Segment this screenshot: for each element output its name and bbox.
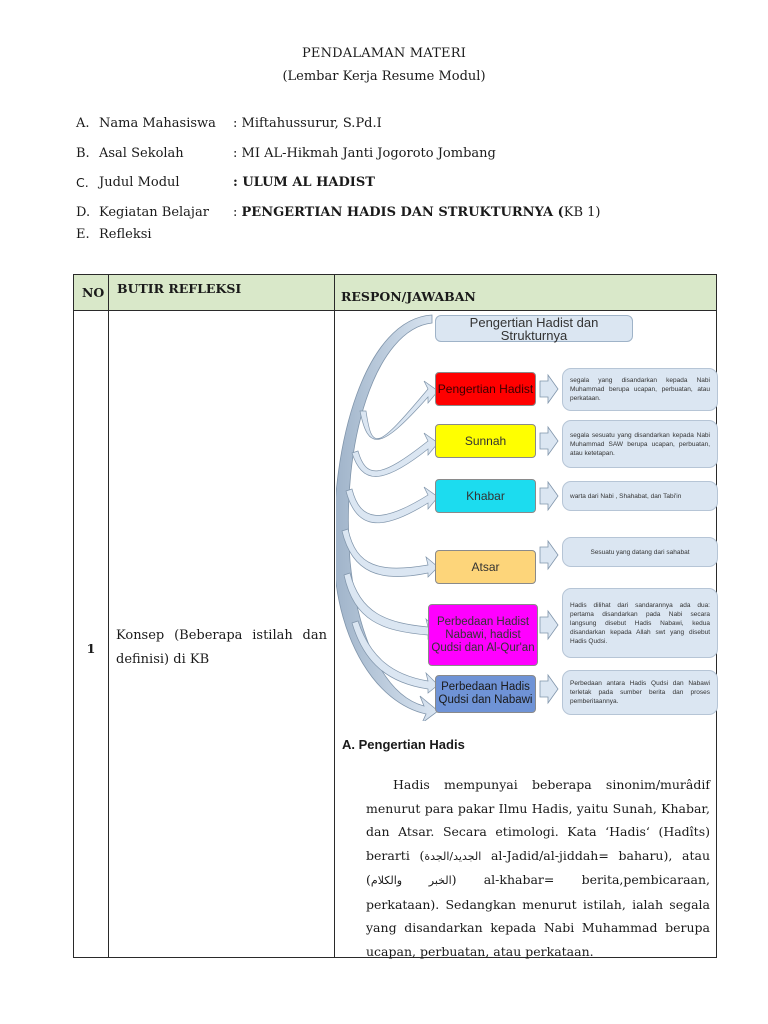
- category-khabar: Khabar: [435, 479, 536, 513]
- desc-atsar: Sesuatu yang datang dari sahabat: [562, 537, 718, 567]
- info-key: Asal Sekolah: [99, 146, 184, 161]
- page-title: PENDALAMAN MATERI: [301, 46, 467, 61]
- header-respon: RESPON/JAWABAN: [335, 275, 717, 311]
- row-butir: Konsep (Beberapa istilah dan definisi) di KB: [109, 311, 335, 958]
- info-letter: E.: [76, 227, 90, 242]
- connector-arrow: [540, 427, 558, 455]
- info-letter: D.: [76, 205, 91, 220]
- section-title: A. Pengertian Hadis: [342, 737, 465, 752]
- connector-arrow: [540, 611, 558, 639]
- info-block: [76, 116, 696, 246]
- category-perbedaan-hadis-qudsi: Perbedaan Hadis Qudsi dan Nabawi: [435, 675, 536, 713]
- para-text: al-Jadid/al-jiddah= baharu), atau (: [366, 847, 710, 887]
- branch-arrow: [352, 433, 438, 477]
- desc-pengertian-hadist: segala yang disandarkan kepada Nabi Muhammad berupa ucapan, perbuatan, atau perkataan.: [562, 368, 718, 411]
- branch-arrow: [360, 381, 438, 439]
- connector-arrow: [540, 482, 558, 510]
- info-key: Judul Modul: [99, 175, 180, 190]
- arabic-text: الجديد/الجدة: [424, 849, 482, 863]
- branch-arrow: [346, 487, 438, 523]
- info-letter: B.: [76, 146, 90, 161]
- para-text: ) al-khabar= berita,pembicaraan, perkataan). Sedangkan menurut istilah, ialah segala yang disandarkan kepada Nabi Muhammad berupa ucapan, perbuatan, atau perkataan.: [366, 872, 710, 959]
- info-value: : Miftahussurur, S.Pd.I: [233, 116, 382, 131]
- header-butir: BUTIR REFLEKSI: [109, 275, 335, 311]
- header-no: NO: [74, 275, 109, 311]
- info-value: : PENGERTIAN HADIS DAN STRUKTURNYA (KB 1): [233, 205, 601, 220]
- branch-arrow: [342, 529, 438, 577]
- reflection-table: [73, 274, 717, 958]
- info-letter: A.: [76, 116, 90, 131]
- info-value: : ULUM AL HADIST: [233, 175, 375, 190]
- connector-arrow: [540, 375, 558, 403]
- desc-sunnah: segala sesuatu yang disandarkan kepada Nabi Muhammad SAW berupa ucapan, perbuatan, atau ketetapan.: [562, 420, 718, 468]
- desc-perbedaan-hadis-qudsi: Perbedaan antara Hadis Qudsi dan Nabawi terletak pada sumber berita dan proses pemberitaannya.: [562, 670, 718, 715]
- page-subtitle: (Lembar Kerja Resume Modul): [282, 69, 486, 84]
- desc-perbedaan-hadist-nabawi: Hadis dilihat dari sandarannya ada dua: pertama disandarkan pada Nabi secara langsung disebut Hadis Nabawi, kedua disandarkan kepada Allah swt yang disebut Hadis Qudsi.: [562, 588, 718, 658]
- category-atsar: Atsar: [435, 550, 536, 584]
- category-perbedaan-hadist-nabawi: Perbedaan Hadist Nabawi, hadist Qudsi dan Al-Qur'an: [428, 604, 538, 666]
- info-letter: C.: [76, 175, 89, 190]
- diagram-heading: Pengertian Hadist dan Strukturnya: [435, 315, 633, 342]
- concept-diagram: [336, 311, 716, 721]
- arabic-text: الخبر والكلام: [370, 874, 452, 887]
- connector-arrow: [540, 541, 558, 569]
- row-number: 1: [74, 311, 109, 958]
- category-pengertian-hadist: Pengertian Hadist: [435, 372, 536, 406]
- row-respon: [335, 311, 717, 958]
- para-text: Hadis mempunyai beberapa sinonim/murâdif menurut para pakar Ilmu Hadis, yaitu Sunah, Khabar, dan Atsar. Secara etimologi. Kata ‘Hadis‘ (Hadîts) berarti (: [366, 777, 710, 863]
- category-sunnah: Sunnah: [435, 424, 536, 458]
- connector-arrow: [540, 675, 558, 703]
- info-key: Nama Mahasiswa: [99, 116, 216, 131]
- info-value: : MI AL-Hikmah Janti Jogoroto Jombang: [233, 146, 496, 161]
- desc-khabar: warta dari Nabi , Shahabat, dan Tabi'in: [562, 481, 718, 511]
- section-paragraph: [366, 773, 710, 963]
- info-key: Kegiatan Belajar: [99, 205, 209, 220]
- info-key: Refleksi: [99, 227, 152, 242]
